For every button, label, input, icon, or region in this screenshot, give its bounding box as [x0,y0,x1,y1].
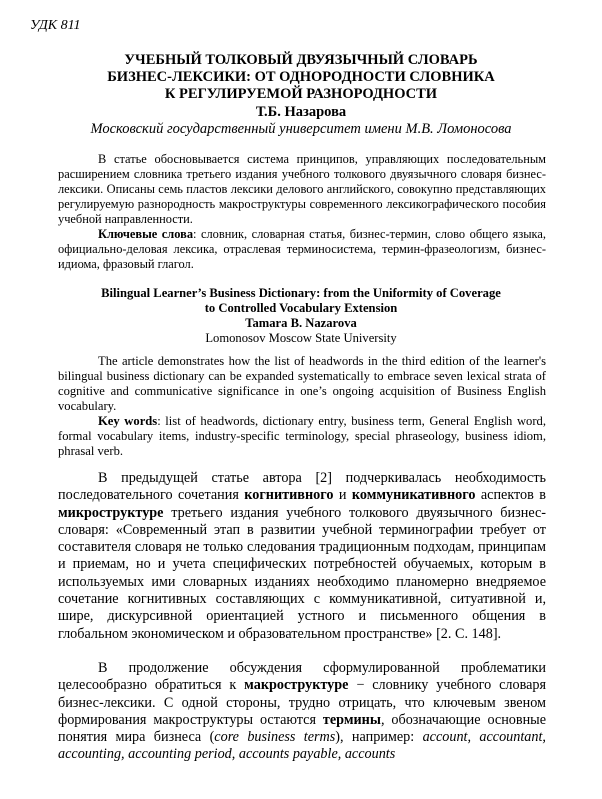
title-en-line-1: Bilingual Learner’s Business Dictionary: from the Uniformity of Coverage [101,286,501,300]
affiliation-en: Lomonosov Moscow State University [205,331,397,345]
keywords-ru-text: : словник, словарная статья, бизнес-термин, слово общего языка, официально-деловая лексика, отраслевая терминосистема, термин-фразеологизм, бизнес-идиома, фразовый глагол. [58,227,546,271]
body-paragraph-2 [58,660,546,764]
keywords-ru [58,227,546,272]
title-ru-line-2: БИЗНЕС-ЛЕКСИКИ: ОТ ОДНОРОДНОСТИ СЛОВНИКА [107,69,495,85]
udk-code: УДК 811 [30,18,81,33]
title-en-line-2: to Controlled Vocabulary Extension [204,301,398,315]
body-p1-text-2: и [333,487,352,504]
keywords-en-text: : list of headwords, dictionary entry, business term, General English word, formal vocabulary items, industry-specific terminology, special phraseology, business idiom, phrasal verb. [58,414,546,458]
body-p1-text-1: В предыдущей статье автора [2] подчеркивалась необходимость последовательного сочетания [58,470,546,504]
body-p2-text-3: , обозначающие основные понятия мира бизнеса ( [58,711,547,746]
body-p1-bold-2: коммуникативного [351,487,476,504]
body-p2-italic-2: account, accountant, accounting, accounting period, accounts payable, accounts [58,729,546,763]
author-en: Tamara B. Nazarova [245,316,357,330]
keywords-en [58,414,546,459]
body-paragraph-1 [58,470,546,643]
title-ru-line-1: УЧЕБНЫЙ ТОЛКОВЫЙ ДВУЯЗЫЧНЫЙ СЛОВАРЬ [124,52,478,68]
keywords-ru-label: Ключевые слова [98,227,194,241]
title-ru-line-3: К РЕГУЛИРУЕМОЙ РАЗНОРОДНОСТИ [164,86,438,102]
body-p2-bold-2: термины [322,711,381,728]
abstract-en: The article demonstrates how the list of headwords in the third edition of the learner's bilingual business dictionary can be expanded systematically to embrace seven lexical strata of cognitive and communicative significance in one’s ongoing acquisition of Business English vocabulary. [58,354,546,413]
body-p2-bold-1: макроструктуре [244,677,349,694]
body-p1-bold-3: микроструктуре [58,504,164,521]
body-p2-text-4: ), например: [335,729,423,746]
body-p1-bold-1: когнитивного [244,487,334,504]
body-p2-italic-1: core business terms [214,729,336,746]
affiliation-ru: Московский государственный университет имени М.В. Ломоносова [90,121,512,137]
keywords-en-label: Key words [98,414,158,428]
abstract-ru: В статье обосновывается система принципов, управляющих последовательным расширением словника третьего издания учебного толкового двуязычного словаря бизнес-лексики. Описаны семь пластов лексики делового английского, совокупно представляющих регулируемую разнородность макроструктуры современного лексикографического пособия учебной направленности. [58,152,546,226]
body-p1-text-4: третьего издания учебного толкового двуязычного бизнес-словаря: «Современный этап в развитии учебной терминографии требует от составителя словаря не только следования традиционным подходам, принципам и приемам, но и учета специфических потребностей обучаемых, которым в используемых ими словарных изданиях необходимо планомерно внедряемое сочетание когнитивных составляющих с коммуникативной, ситуативной и, шире, дискурсивной ориентацией устного и письменного общения в глобальном экономическом и образовательном пространстве» [2. С. 148]. [58,504,546,642]
author-ru: Т.Б. Назарова [255,104,347,120]
body-p1-text-3: аспектов в [475,487,546,504]
body-p2-text-2: − словнику учебного словаря бизнес-лексики. С одной стороны, трудно отрицать, что ключевым звеном формирования макроструктуры остаются [58,677,546,728]
body-p2-text-1: В продолжение обсуждения сформулированной проблематики целесообразно обратиться к [58,660,546,694]
